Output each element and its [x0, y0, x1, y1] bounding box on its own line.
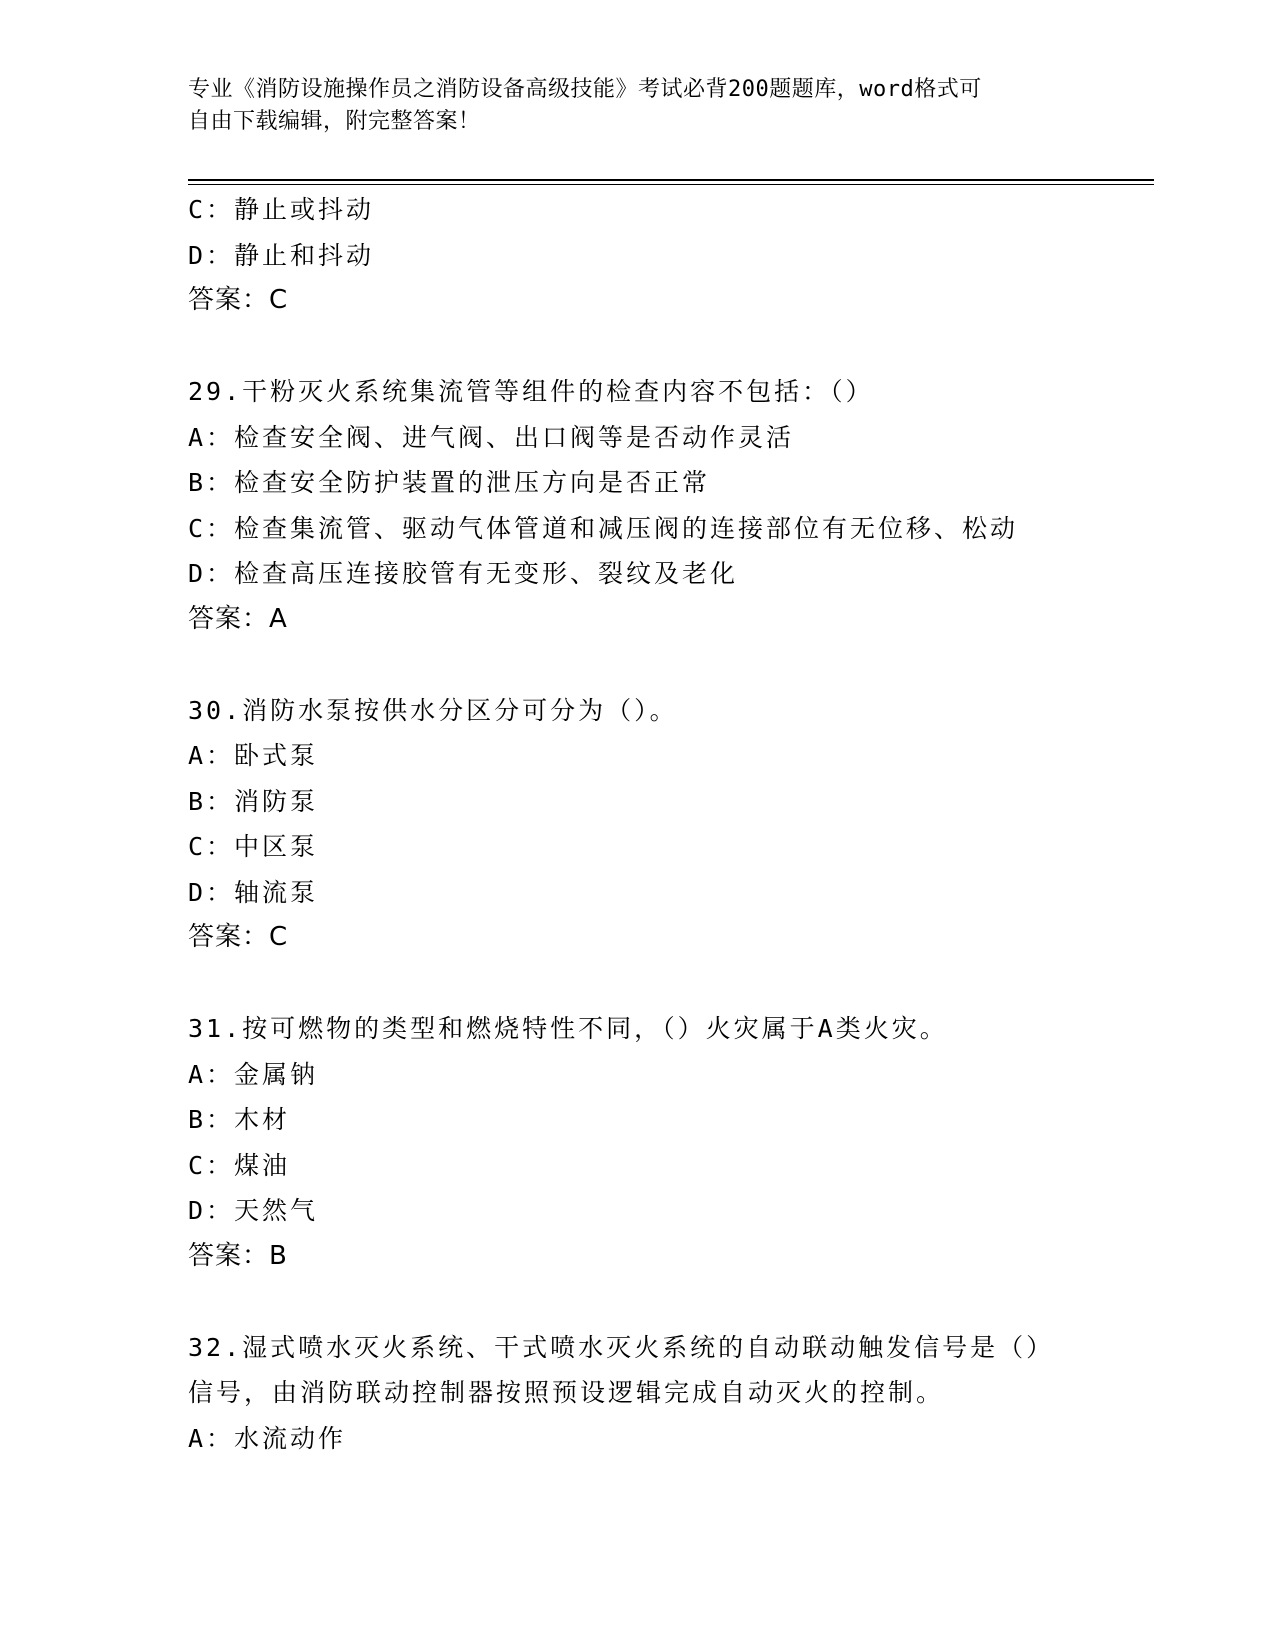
answer: 答案：A [188, 603, 288, 634]
answer: 答案：C [188, 922, 289, 952]
header-line-1: 专业《消防设施操作员之消防设备高级技能》考试必背200题题库，word格式可 [188, 77, 982, 102]
question-stem: 31.按可燃物的类型和燃烧特性不同，（）火灾属于A类火灾。 [188, 1014, 948, 1043]
option-b: B：木材 [188, 1105, 291, 1134]
option-c: C：静止或抖动 [188, 195, 375, 224]
answer: 答案：B [188, 1240, 288, 1271]
header-line-2: 自由下载编辑，附完整答案！ [188, 109, 481, 134]
option-c: C：煤油 [188, 1150, 291, 1180]
option-a: A：检查安全阀、进气阀、出口阀等是否动作灵活 [188, 422, 795, 452]
answer: 答案：C [188, 285, 289, 315]
option-c: C：检查集流管、驱动气体管道和减压阀的连接部位有无位移、松动 [188, 513, 1019, 543]
option-a: A：卧式泵 [188, 741, 319, 770]
document-header [188, 74, 1088, 138]
option-d: D：轴流泵 [188, 877, 319, 907]
option-a: A：水流动作 [188, 1423, 347, 1453]
option-d: D：天然气 [188, 1196, 319, 1225]
option-d: D：静止和抖动 [188, 240, 375, 270]
option-d: D：检查高压连接胶管有无变形、裂纹及老化 [188, 559, 739, 588]
option-b: B：消防泵 [188, 786, 319, 816]
option-b: B：检查安全防护装置的泄压方向是否正常 [188, 468, 711, 497]
question-stem: 30.消防水泵按供水分区分可分为（）。 [188, 695, 678, 725]
question-stem: 29.干粉灭火系统集流管等组件的检查内容不包括：（） [188, 377, 874, 406]
option-c: C：中区泵 [188, 832, 319, 861]
header-rule-thin [188, 184, 1154, 185]
question-stem-continued: 信号，由消防联动控制器按照预设逻辑完成自动灭火的控制。 [188, 1378, 945, 1407]
question-stem: 32.湿式喷水灭火系统、干式喷水灭火系统的自动联动触发信号是（） [188, 1332, 1055, 1362]
option-a: A：金属钠 [188, 1059, 319, 1089]
question-list [188, 187, 1148, 1461]
header-rule-thick [188, 179, 1154, 181]
